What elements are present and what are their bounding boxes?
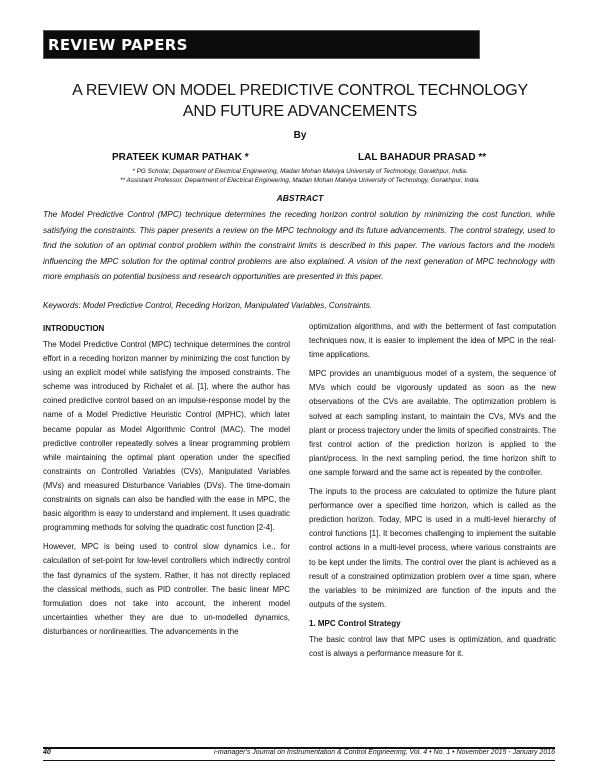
affiliation-2: ** Assistant Professor, Department of Electrical Engineering, Madan Mohan Malviya University of Technology, Gorakhpur, India. [120, 177, 480, 184]
paragraph: However, MPC is being used to control slow dynamics i.e., for calculation of set-point for low-level controllers which indirectly control the fast dynamics of the system. Rather, it has not directly replaced the classical methods, such as PID controller. The basic linear MPC formulation does not take into account, the inherent model uncertainties whether they are due to un-modelled dynamics, disturbances or nonlinearities. The advancements in the [43, 542, 290, 636]
footer-rule-bottom [43, 760, 555, 761]
title-line-1: A REVIEW ON MODEL PREDICTIVE CONTROL TECHNOLOGY [72, 82, 528, 99]
affiliation-1: * PG Scholar, Department of Electrical Engineering, Madan Mohan Malviya University of Technology, Gorakhpur, India. [132, 168, 468, 175]
paragraph: The basic control law that MPC uses is optimization, and quadratic cost is always a performance measure for it. [309, 634, 556, 658]
paper-title [0, 80, 600, 122]
section-label: REVIEW PAPERS [48, 36, 188, 54]
journal-citation: i-manager's Journal on Instrumentation & Control Engineering, Vol. 4 • No. 1 • November 2015 - January 2016 [214, 749, 555, 756]
abstract-text: The Model Predictive Control (MPC) technique determines the receding horizon control solution by minimizing the cost function, while satisfying the constraints. This paper presents a review on the MPC technology and its future advancements. The control strategy, used to find the solution of an optimal control problem within the constraint limits is described in this paper. The various factors and the models influencing the MPC solution for the optimal control problems are also explained. A vision of the next generation of MPC technology with more emphasis on potential business and research opportunities are presented in this paper. [43, 209, 555, 281]
author-2: LAL BAHADUR PRASAD ** [358, 152, 487, 163]
abstract-heading: ABSTRACT [276, 193, 324, 203]
title-line-2: AND FUTURE ADVANCEMENTS [182, 103, 418, 120]
introduction-heading: INTRODUCTION [43, 324, 105, 333]
paragraph: The inputs to the process are calculated to optimize the future plant performance over a specified time horizon, which is called as the prediction horizon. Today, MPC is used in a multi-level hierarchy of control functions [1]. It becomes challenging to implement the suitable control actions in a multi-level process, where various constraints are to be kept under the limits. The control over the plant is achieved as a result of a constrained optimization problem over a time span, where the variables to be minimized are function of the inputs and the outputs of the system. [309, 487, 556, 609]
paragraph: MPC provides an unambiguous model of a system, the sequence of MVs which could be vigorously updated as soon as the new observations of the CVs are available. The optimization problem is solved at each sampling instant, to maintain the CVs, MVs and the plant or process trajectory under the limits of specified constraints. The first control action of the prediction horizon is applied to the plant/process. In the next sampling period, the time horizon shift to one sample forward and the same act is repeated by the controller. [309, 369, 556, 477]
section-banner [43, 30, 480, 59]
page-number: 40 [43, 749, 51, 756]
by-label: By [293, 130, 307, 141]
author-1: PRATEEK KUMAR PATHAK * [112, 152, 249, 163]
paragraph: The Model Predictive Control (MPC) technique determines the control effort in a receding horizon manner by minimizing the cost function by using an explicit model while satisfying the imposed constraints. The scheme was introduced by Richalet et al. [1], where the author has coined predictive control based on an impulse-response model by the name of a Model Predictive Heuristic Control (MPHC), which later became popular as Model Algorithmic Control (MAC). The model predictive controller repeatedly solves a linear programming problem while maintaining the optimal plant operation under the specified constraints on Controlled Variables (CVs), Manipulated Variables (MVs) and measured Disturbance Variables (DVs). The time-domain constraints on signals can also be handled with the ease in MPC, the basic algorithm is easy to understand and implement. It uses quadratic programming methods for solving the quadratic cost function [2-4]. [43, 340, 290, 533]
paragraph: optimization algorithms, and with the betterment of fast computation techniques now, it is easier to implement the idea of MPC in the real-time applications. [309, 322, 556, 360]
keywords: Keywords: Model Predictive Control, Receding Horizon, Manipulated Variables, Constraints. [43, 301, 373, 310]
right-column [309, 320, 556, 666]
left-column [43, 320, 290, 644]
section-subheading: 1. MPC Control Strategy [309, 618, 401, 628]
